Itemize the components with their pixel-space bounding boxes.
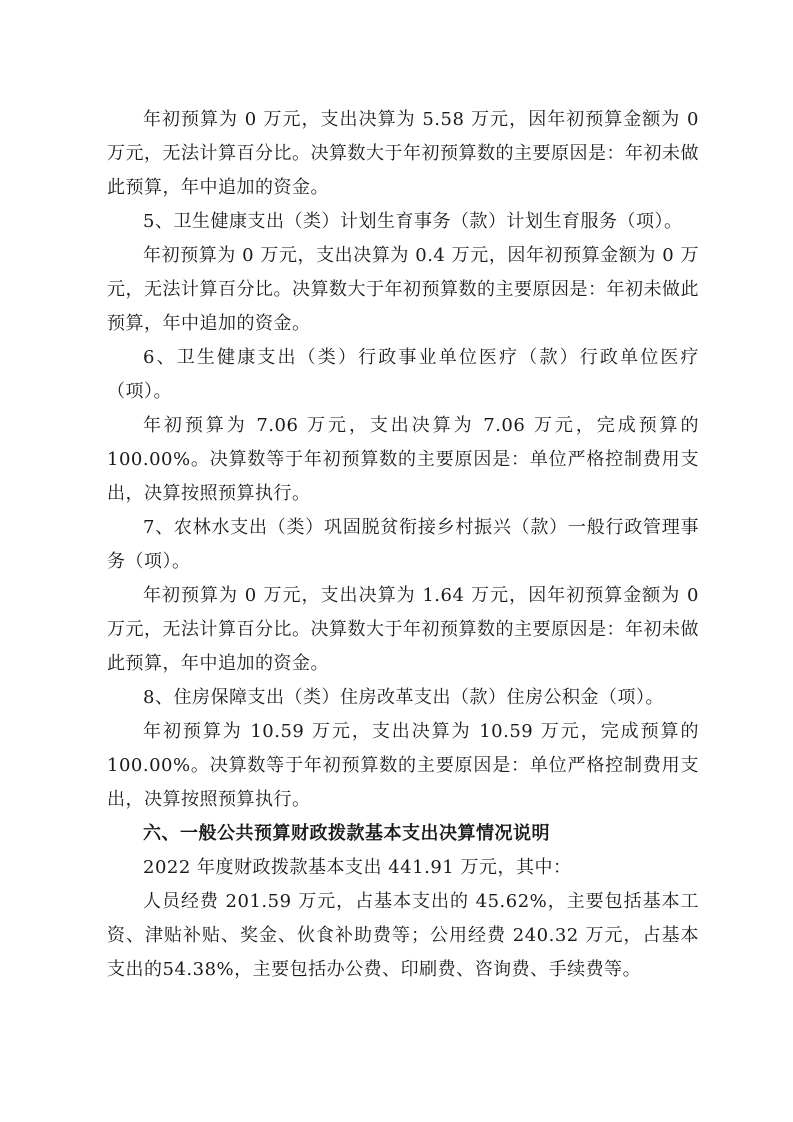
paragraph-budget-0-4: 年初预算为 0 万元，支出决算为 0.4 万元，因年初预算金额为 0 万元，无法计算百分比。决算数大于年初预算数的主要原因是：年初未做此预算，年中追加的资金。 [107, 245, 699, 334]
paragraph-budget-10-59: 年初预算为 10.59 万元，支出决算为 10.59 万元，完成预算的100.00%。决算数等于年初预算数的主要原因是：单位严格控制费用支出，决算按照预算执行。 [107, 721, 699, 810]
paragraph-basic-expenditure-breakdown: 人员经费 201.59 万元，占基本支出的 45.62%，主要包括基本工资、津贴补贴、奖金、伙食补助费等；公用经费 240.32 万元，占基本支出的54.38%，主要包括办公费、印刷费、咨询费、手续费等。 [107, 891, 699, 980]
item-6-heading: 6、卫生健康支出（类）行政事业单位医疗（款）行政单位医疗（项）。 [107, 347, 699, 402]
document-body [107, 103, 699, 987]
item-8-heading: 8、住房保障支出（类）住房改革支出（款）住房公积金（项）。 [143, 687, 664, 708]
paragraph-basic-expenditure-total: 2022 年度财政拨款基本支出 441.91 万元，其中： [143, 857, 572, 878]
item-7-heading: 7、农林水支出（类）巩固脱贫衔接乡村振兴（款）一般行政管理事务（项）。 [107, 517, 699, 572]
item-5-heading: 5、卫生健康支出（类）计划生育事务（款）计划生育服务（项）。 [143, 211, 683, 232]
paragraph-budget-1-64: 年初预算为 0 万元，支出决算为 1.64 万元，因年初预算金额为 0 万元，无法计算百分比。决算数大于年初预算数的主要原因是：年初未做此预算，年中追加的资金。 [107, 585, 699, 674]
paragraph-budget-5-58: 年初预算为 0 万元，支出决算为 5.58 万元，因年初预算金额为 0 万元，无法计算百分比。决算数大于年初预算数的主要原因是：年初未做此预算，年中追加的资金。 [107, 109, 699, 198]
paragraph-budget-7-06: 年初预算为 7.06 万元，支出决算为 7.06 万元，完成预算的100.00%。决算数等于年初预算数的主要原因是：单位严格控制费用支出，决算按照预算执行。 [107, 415, 699, 504]
section-6-heading: 六、一般公共预算财政拨款基本支出决算情况说明 [143, 823, 550, 844]
